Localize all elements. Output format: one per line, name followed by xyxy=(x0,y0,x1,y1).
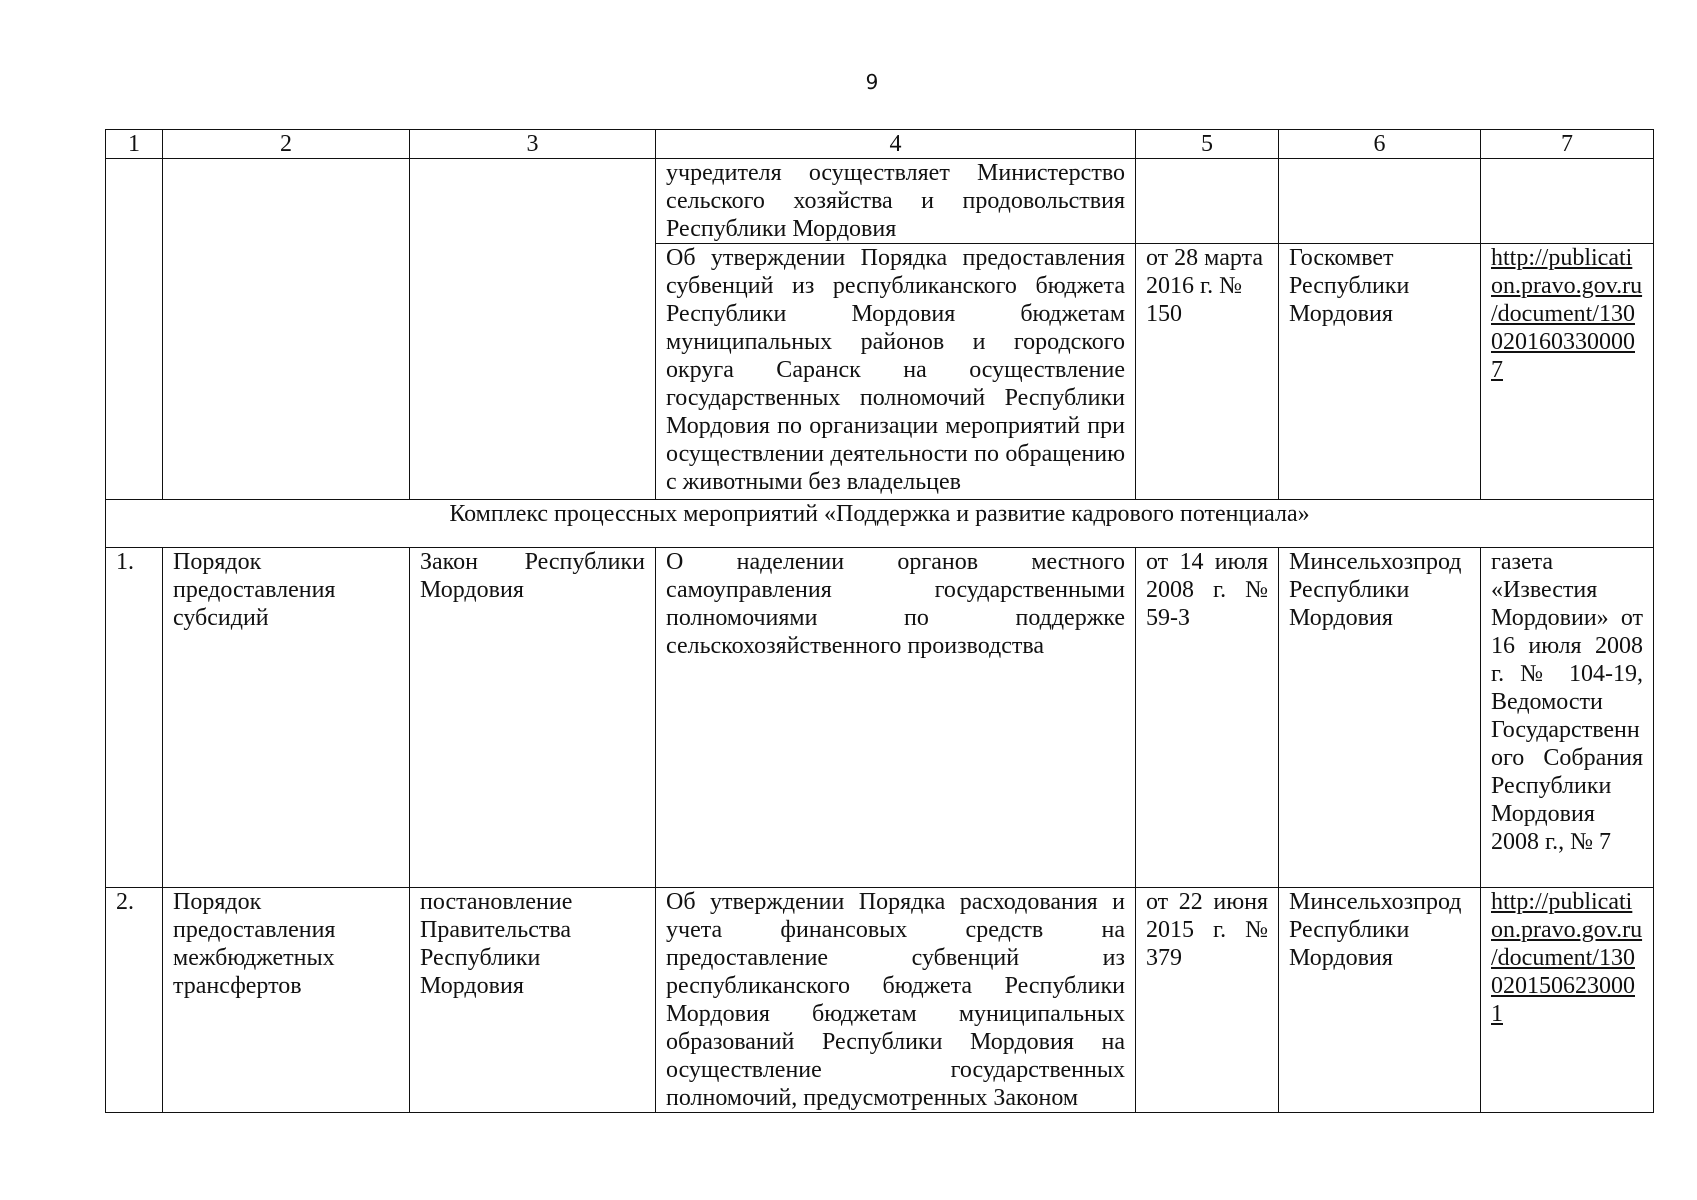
table-row xyxy=(106,888,1654,1113)
measure-name-cell: Порядок предоставления субсидий xyxy=(163,548,410,888)
table-cell-empty xyxy=(1136,159,1279,244)
column-header: 5 xyxy=(1136,130,1279,159)
column-header: 1 xyxy=(106,130,163,159)
page-number: 9 xyxy=(865,70,879,94)
row-number: 1. xyxy=(106,548,163,888)
measure-name-cell: Порядок предоставления межбюджетных трансфертов xyxy=(163,888,410,1113)
table-cell-empty xyxy=(1481,159,1654,244)
publication-link[interactable]: http://publication.pravo.gov.ru/document/1300201506230001 xyxy=(1491,889,1643,1027)
row-number: 2. xyxy=(106,888,163,1113)
source-cell: газета «Известия Мордовии» от 16 июля 2008 г. № 104-19, Ведомости Государственного Собрания Республики Мордовия 2008 г., № 7 xyxy=(1481,548,1654,888)
table-row xyxy=(106,548,1654,888)
document-type-cell: Закон Республики Мордовия xyxy=(410,548,656,888)
table-row xyxy=(106,159,1654,244)
column-header: 3 xyxy=(410,130,656,159)
legal-acts-table xyxy=(105,129,1654,1113)
document-date-cell: от 14 июля 2008 г. № 59-З xyxy=(1136,548,1279,888)
publication-link[interactable]: http://publication.pravo.gov.ru/document/1300201603300007 xyxy=(1491,245,1643,383)
column-number-row xyxy=(106,130,1654,159)
document-title-cell: О наделении органов местного самоуправления государственными полномочиями по поддержке сельскохозяйственного производства xyxy=(656,548,1136,888)
agency-cell: Минсельхозпрод Республики Мордовия xyxy=(1279,888,1481,1113)
document-title-cell xyxy=(656,888,1136,1113)
document-date-cell: от 28 марта 2016 г. № 150 xyxy=(1136,244,1279,500)
document-title-cell: Об утверждении Порядка предоставления субвенций из республиканского бюджета Республики Мордовия бюджетам муниципальных районов и городского округа Саранск на осуществление государственных полномочий Республики Мордовия по организации мероприятий при осуществлении деятельности по обращению с животными без владельцев xyxy=(656,244,1136,500)
column-header: 4 xyxy=(656,130,1136,159)
agency-cell: Госкомвет Республики Мордовия xyxy=(1279,244,1481,500)
document-title-text: Об утверждении Порядка расходования и учета финансовых средств на предоставление субвенций из республиканского бюджета Республики Мордовия бюджетам муниципальных образований Республики Мордовия на осуществление государственных полномочий, предусмотренных Законом xyxy=(666,889,1125,1111)
table-cell-empty xyxy=(1279,159,1481,244)
document-type-cell: постановление Правительства Республики Мордовия xyxy=(410,888,656,1113)
table-cell-empty xyxy=(163,159,410,500)
table-cell-empty xyxy=(106,159,163,500)
section-row xyxy=(106,500,1654,548)
source-cell xyxy=(1481,888,1654,1113)
column-header: 7 xyxy=(1481,130,1654,159)
source-cell xyxy=(1481,244,1654,500)
agency-cell: Минсельхозпрод Республики Мордовия xyxy=(1279,548,1481,888)
section-title: Комплекс процессных мероприятий «Поддержка и развитие кадрового потенциала» xyxy=(106,500,1654,548)
table-cell-empty xyxy=(410,159,656,500)
document-title-cell: учредителя осуществляет Министерство сельского хозяйства и продовольствия Республики Мордовия xyxy=(656,159,1136,244)
column-header: 6 xyxy=(1279,130,1481,159)
document-date-cell: от 22 июня 2015 г. № 379 xyxy=(1136,888,1279,1113)
column-header: 2 xyxy=(163,130,410,159)
